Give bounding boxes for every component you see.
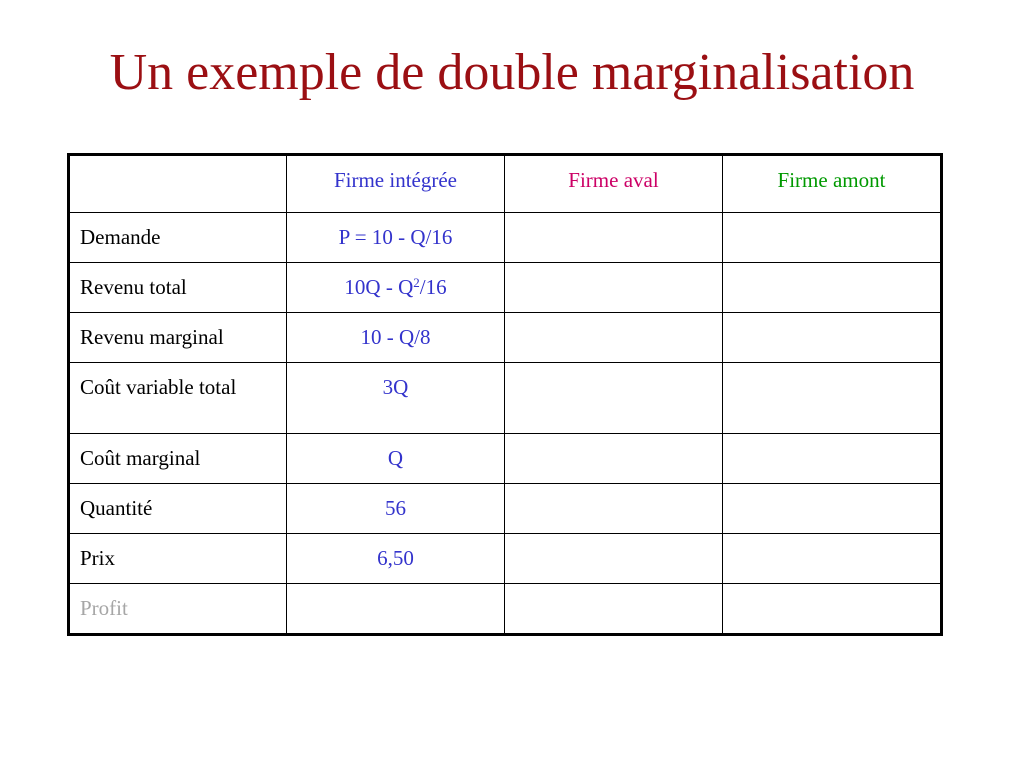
row-label: Quantité	[69, 484, 287, 534]
cell-integree: 56	[287, 484, 505, 534]
cell-integree: 10 - Q/8	[287, 313, 505, 363]
header-empty-cell	[69, 155, 287, 213]
cell-amont	[723, 213, 942, 263]
cell-aval	[505, 584, 723, 635]
cell-aval	[505, 313, 723, 363]
cell-amont	[723, 363, 942, 434]
table-row-revenu-total	[69, 263, 942, 313]
row-label: Coût marginal	[69, 434, 287, 484]
cell-amont	[723, 484, 942, 534]
header-firme-integree: Firme intégrée	[287, 155, 505, 213]
formula-suffix: /16	[419, 275, 447, 299]
header-firme-amont: Firme amont	[723, 155, 942, 213]
row-label: Coût variable total	[69, 363, 287, 434]
header-firme-aval: Firme aval	[505, 155, 723, 213]
table-row-cout-variable-total	[69, 363, 942, 434]
slide-title: Un exemple de double marginalisation	[109, 44, 915, 101]
row-label: Prix	[69, 534, 287, 584]
row-label: Revenu total	[69, 263, 287, 313]
table-row-revenu-marginal	[69, 313, 942, 363]
formula-exponent: 2	[413, 275, 420, 290]
row-label: Demande	[69, 213, 287, 263]
table-row-cout-marginal	[69, 434, 942, 484]
cell-integree: 6,50	[287, 534, 505, 584]
formula-prefix: 10Q - Q	[344, 275, 414, 299]
cell-integree	[287, 584, 505, 635]
table-header-row	[69, 155, 942, 213]
cell-amont	[723, 584, 942, 635]
cell-integree: P = 10 - Q/16	[287, 213, 505, 263]
table-row-demande	[69, 213, 942, 263]
row-label: Profit	[69, 584, 287, 635]
cell-amont	[723, 534, 942, 584]
cell-amont	[723, 313, 942, 363]
table-row-profit	[69, 584, 942, 635]
cell-aval	[505, 213, 723, 263]
cell-aval	[505, 484, 723, 534]
cell-aval	[505, 434, 723, 484]
cell-aval	[505, 363, 723, 434]
cell-aval	[505, 263, 723, 313]
cell-aval	[505, 534, 723, 584]
comparison-table	[67, 153, 943, 636]
table-row-quantite	[69, 484, 942, 534]
row-label: Revenu marginal	[69, 313, 287, 363]
cell-integree: Q	[287, 434, 505, 484]
cell-amont	[723, 434, 942, 484]
cell-integree	[287, 263, 505, 313]
table-row-prix	[69, 534, 942, 584]
cell-amont	[723, 263, 942, 313]
cell-integree: 3Q	[287, 363, 505, 434]
